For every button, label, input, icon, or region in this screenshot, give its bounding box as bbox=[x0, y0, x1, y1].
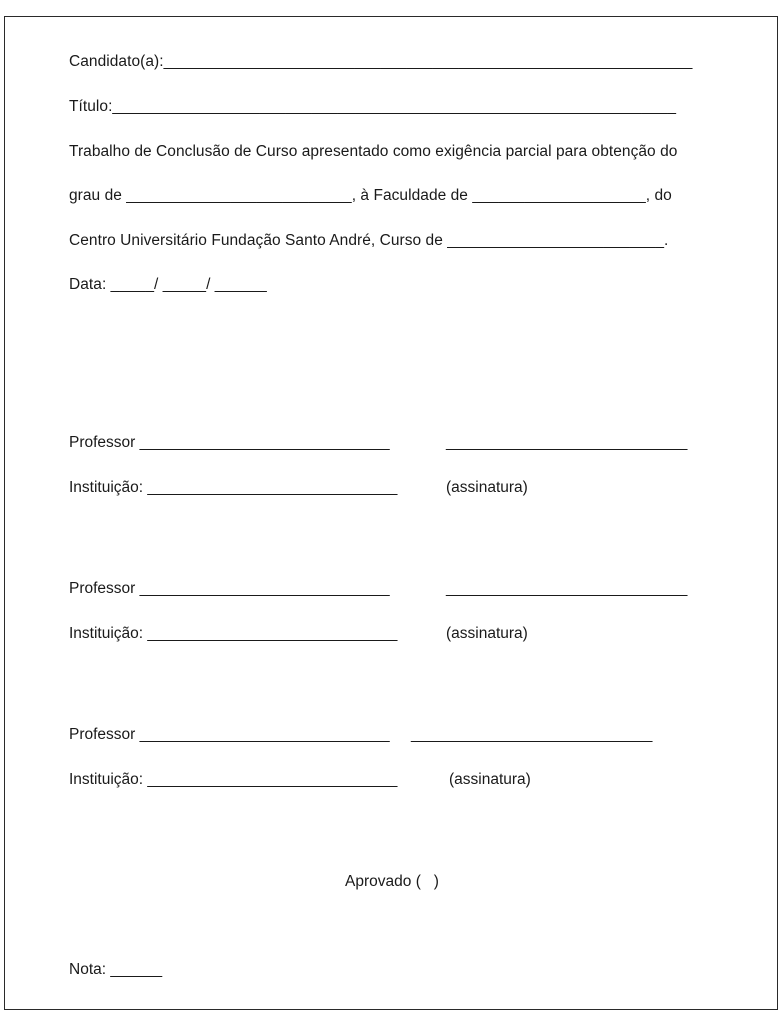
candidate-field[interactable]: Candidato(a):_____________________________________________________________ bbox=[69, 53, 693, 70]
professor-field-2[interactable]: Professor _____________________________ bbox=[69, 580, 390, 597]
professor-field-3[interactable]: Professor _____________________________ bbox=[69, 726, 390, 743]
institution-field-3[interactable]: Instituição: _____________________________ bbox=[69, 771, 398, 788]
statement-line-2[interactable]: grau de __________________________, à Faculdade de ____________________, do bbox=[69, 187, 672, 204]
signature-line-1[interactable]: ____________________________ bbox=[446, 434, 688, 451]
date-field[interactable]: Data: _____/ _____/ ______ bbox=[69, 276, 267, 293]
signature-line-3[interactable]: ____________________________ bbox=[411, 726, 653, 743]
approval-checkbox[interactable]: Aprovado ( ) bbox=[345, 873, 439, 890]
signature-label-3: (assinatura) bbox=[449, 771, 531, 788]
institution-field-1[interactable]: Instituição: _____________________________ bbox=[69, 479, 398, 496]
signature-label-1: (assinatura) bbox=[446, 479, 528, 496]
grade-field[interactable]: Nota: ______ bbox=[69, 961, 163, 978]
signature-line-2[interactable]: ____________________________ bbox=[446, 580, 688, 597]
professor-field-1[interactable]: Professor _____________________________ bbox=[69, 434, 390, 451]
statement-line-3[interactable]: Centro Universitário Fundação Santo André, Curso de _________________________. bbox=[69, 232, 669, 249]
signature-label-2: (assinatura) bbox=[446, 625, 528, 642]
title-field[interactable]: Título:_________________________________________________________________ bbox=[69, 98, 676, 115]
statement-line-1: Trabalho de Conclusão de Curso apresentado como exigência parcial para obtenção do bbox=[69, 143, 678, 160]
document-border bbox=[4, 16, 778, 1010]
institution-field-2[interactable]: Instituição: _____________________________ bbox=[69, 625, 398, 642]
